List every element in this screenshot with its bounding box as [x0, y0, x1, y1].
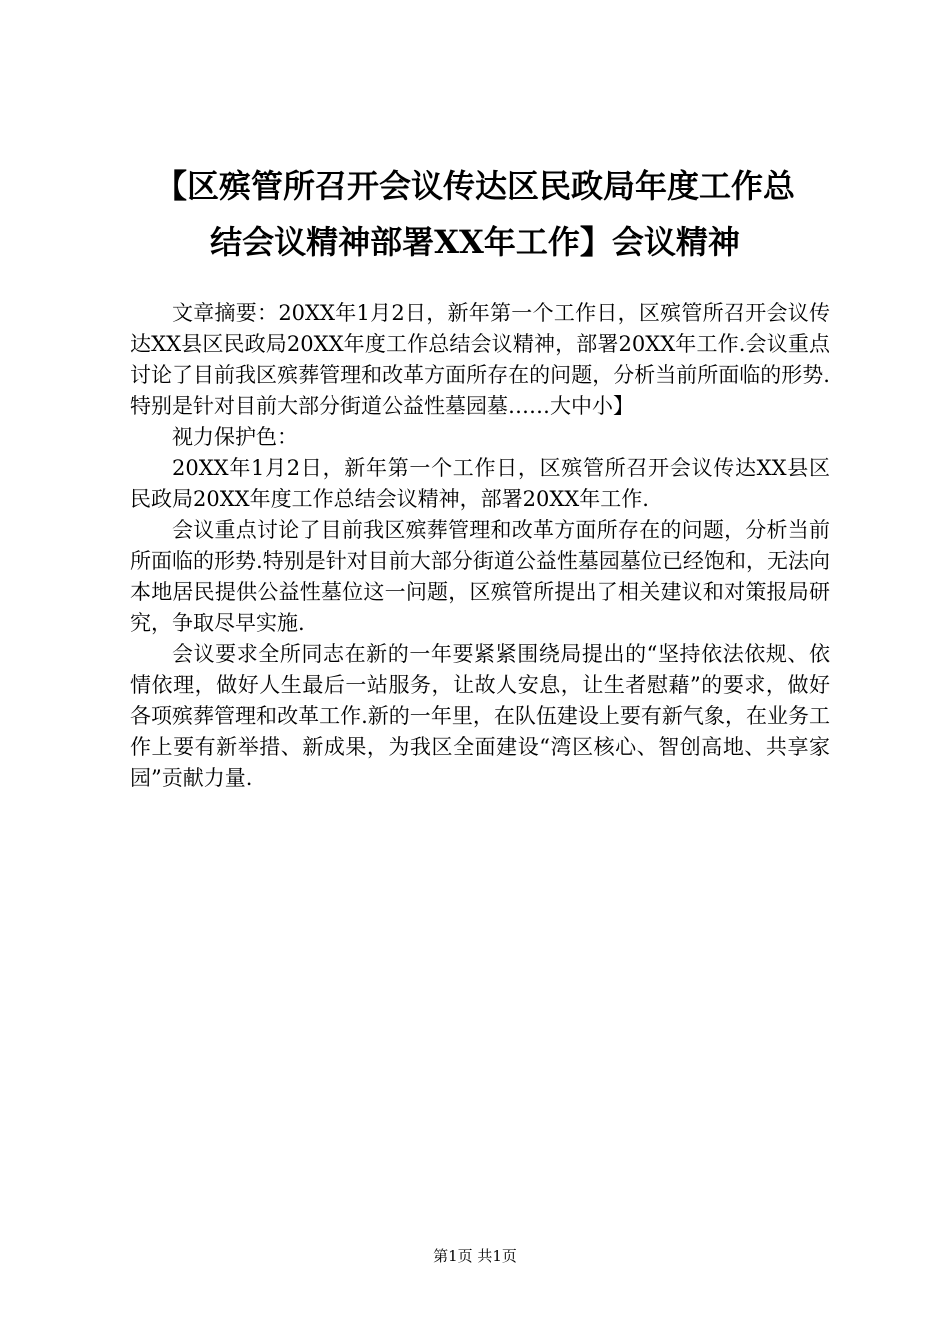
paragraph-eye-protection: 视力保护色： [172, 425, 298, 449]
document-title [120, 158, 830, 270]
title-line-2: 结会议精神部署XX年工作】会议精神 [210, 223, 740, 261]
paragraph-meeting-requirements: 会议要求全所同志在新的一年要紧紧围绕局提出的“坚持依法依规、依情依理，做好人生最后一站服务，让故人安息，让生者慰藉”的要求，做好各项殡葬管理和改革工作.新的一年里，在队伍建设上要有新气象，在业务工作上要有新举措、新成果，为我区全面建设“湾区核心、智创高地、共享家园”贡献力量. [130, 642, 830, 790]
document-body [130, 298, 830, 794]
title-line-1: 【区殡管所召开会议传达区民政局年度工作总 [154, 167, 795, 205]
paragraph-meeting-discussion: 会议重点讨论了目前我区殡葬管理和改革方面所存在的问题，分析当前所面临的形势.特别是针对目前大部分街道公益性墓园墓位已经饱和，无法向本地居民提供公益性墓位这一问题，区殡管所提出了相关建议和对策报局研究，争取尽早实施. [130, 518, 830, 635]
paragraph-meeting-date: 20XX年1月2日，新年第一个工作日，区殡管所召开会议传达XX县区民政局20XX年度工作总结会议精神，部署20XX年工作. [130, 456, 830, 511]
page-footer: 第1页 共1页 [433, 1247, 517, 1265]
paragraph-abstract: 文章摘要：20XX年1月2日，新年第一个工作日，区殡管所召开会议传达XX县区民政局20XX年度工作总结会议精神，部署20XX年工作.会议重点讨论了目前我区殡葬管理和改革方面所存在的问题，分析当前所面临的形势.特别是针对目前大部分街道公益性墓园墓……大中小】 [130, 301, 830, 418]
